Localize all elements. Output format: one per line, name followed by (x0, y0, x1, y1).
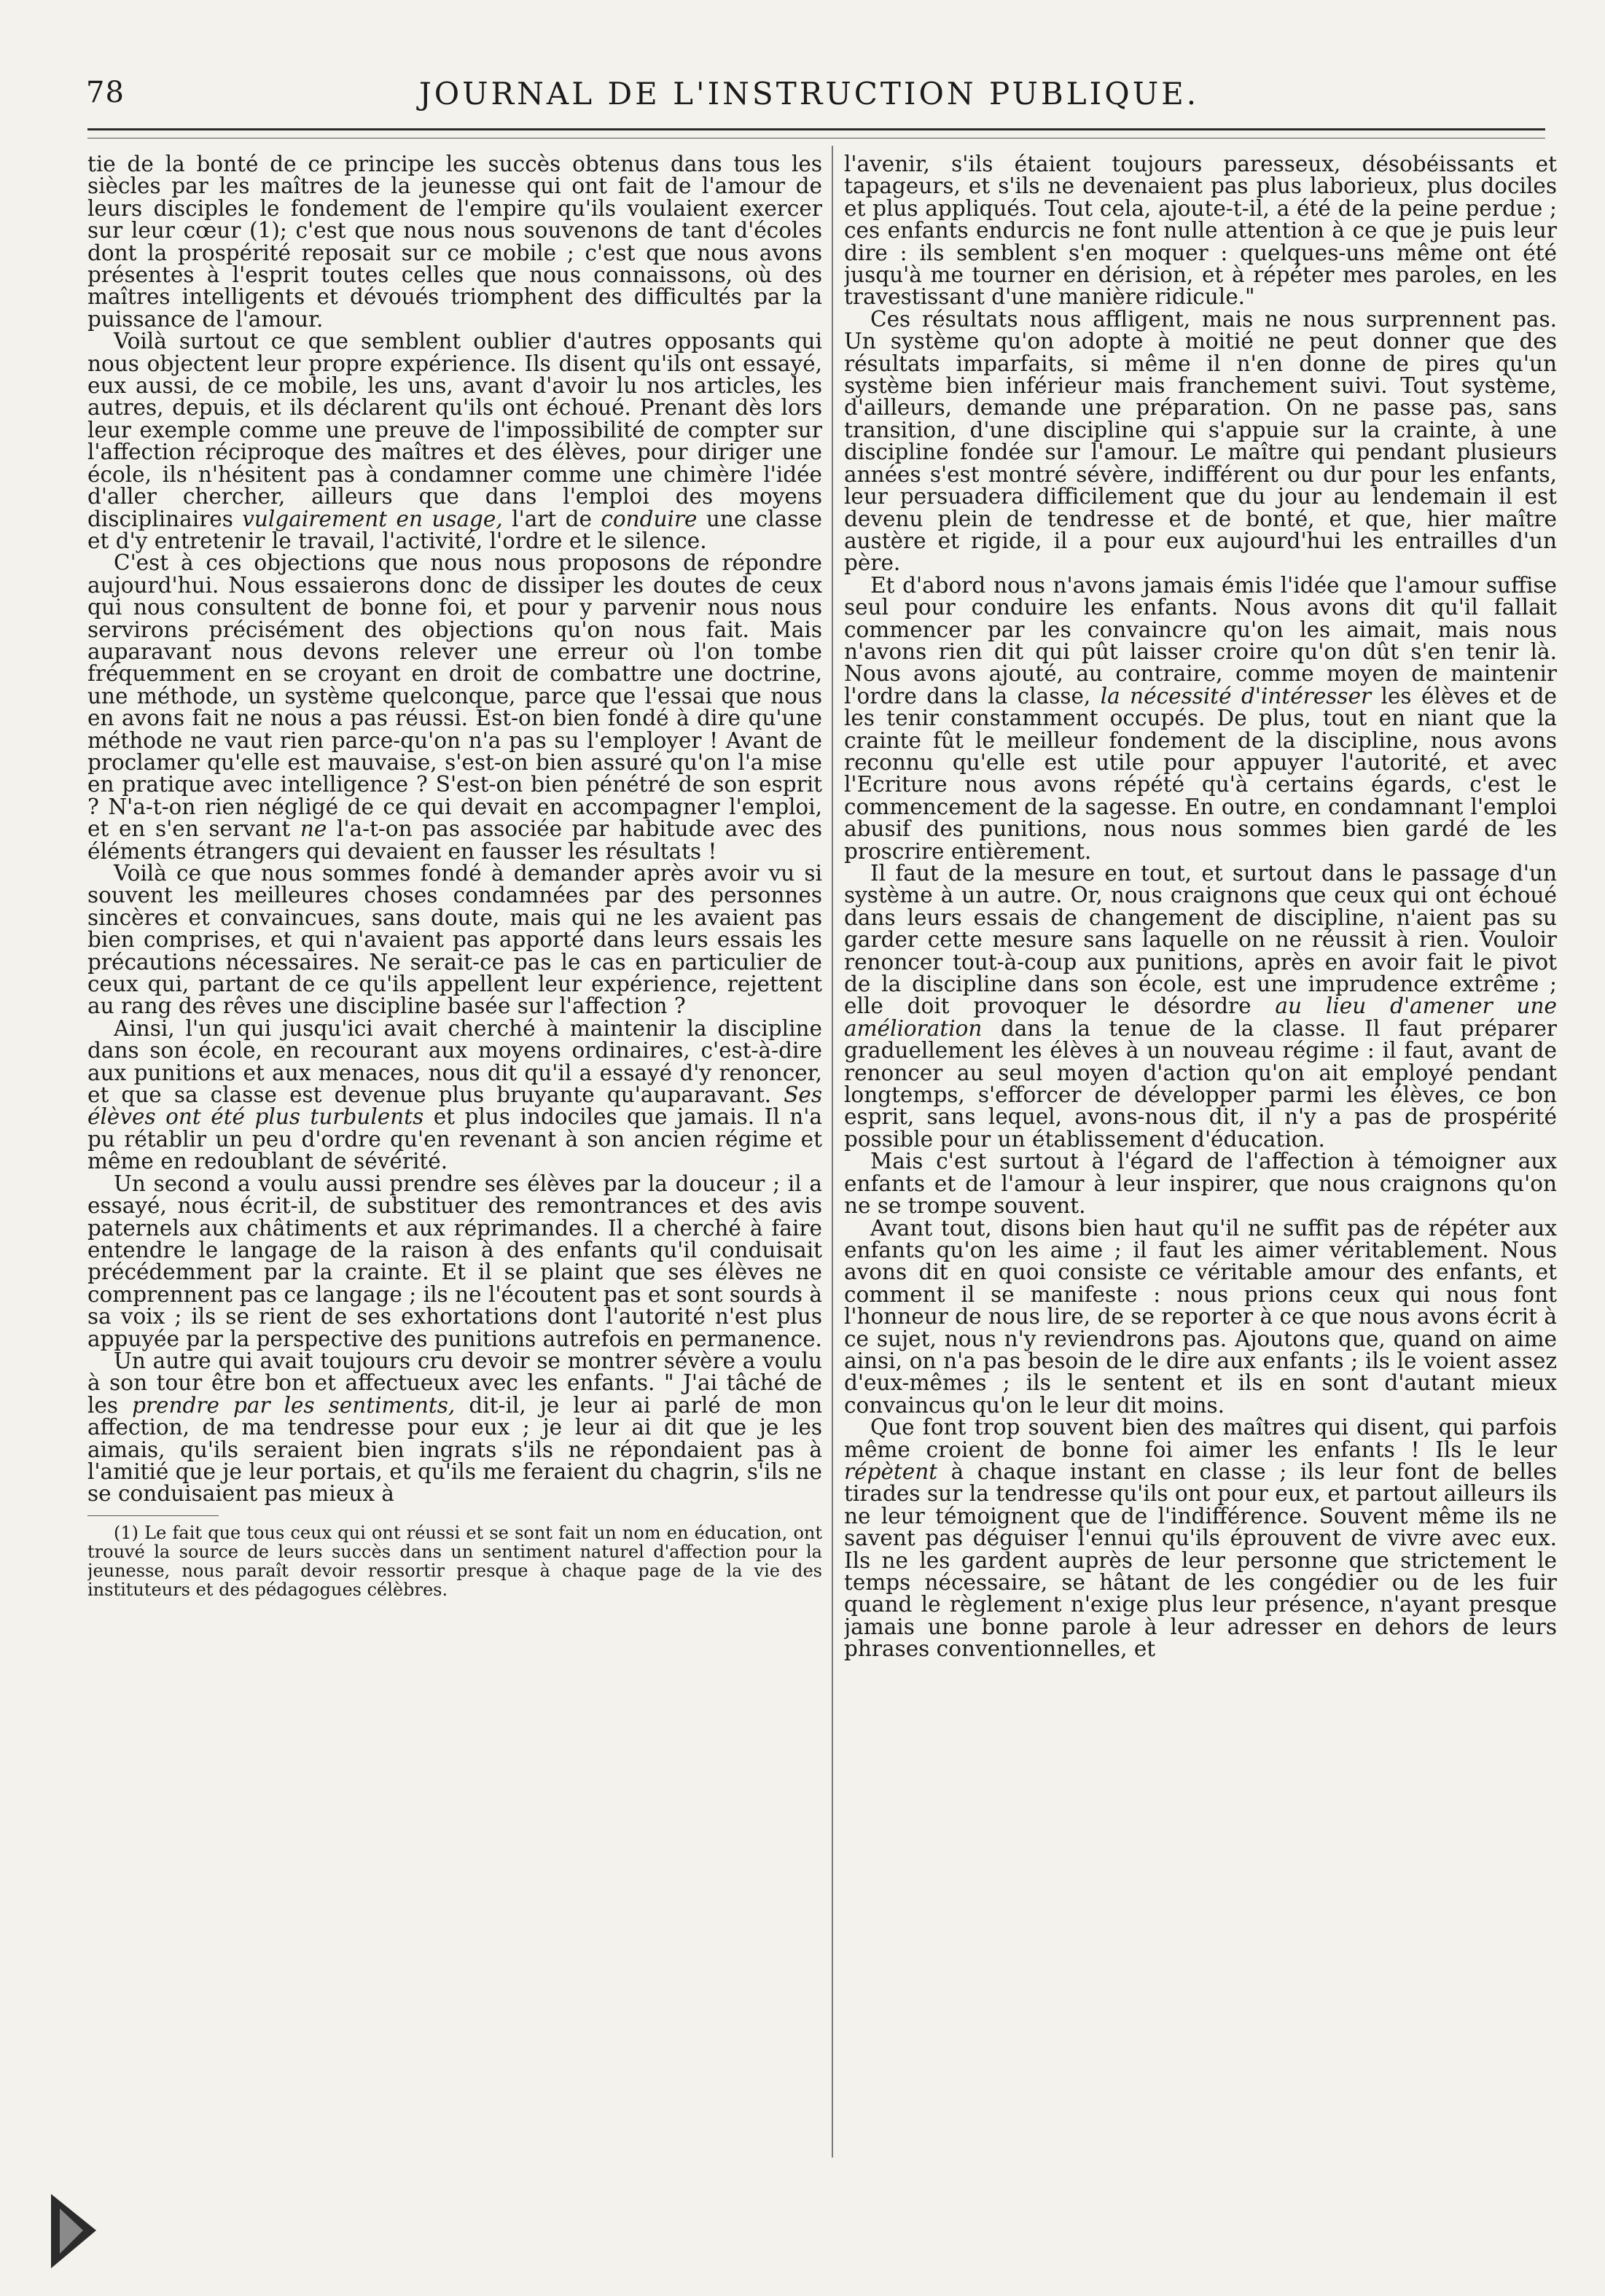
header-rule (87, 128, 1545, 138)
paragraph: Avant tout, disons bien haut qu'il ne suffit pas de répéter aux enfants qu'on les aime ; il faut les aimer véritablement. Nous avons dit en quoi consiste ce véritable amour des enfants, et comment il se manifeste : nous prions ceux qui nous font l'honneur de nous lire, de se reporter à ce que nous avons écrit à ce sujet, nous n'y reviendrons pas. Ajoutons que, quand on aime ainsi, on n'a pas besoin de le dire aux enfants ; ils le voient assez d'eux-mêmes ; ils le sentent et ils en sont d'autant mieux convaincus qu'on le leur dit moins. (844, 1215, 1557, 1418)
text-run: Un autre qui avait toujours cru devoir se montrer sévère a voulu à son tour être bon et affectueux avec les enfants. " J'ai tâché de les (87, 1348, 822, 1418)
footnote-rule (87, 1515, 219, 1516)
paragraph: l'avenir, s'ils étaient toujours paresseux, désobéissants et tapageurs, et s'ils ne devenaient pas plus laborieux, plus dociles et plus appliqués. Tout cela, ajoute-t-il, a été de la peine perdue ; ces enfants endurcis ne font nulle attention à ce que je puis leur dire : ils semblent s'en moquer : quelques-uns même ont été jusqu'à me tourner en dérision, et à répéter mes paroles, en les travestissant d'une manière ridicule." (844, 153, 1557, 310)
journal-title: JOURNAL DE L'INSTRUCTION PUBLIQUE. (418, 76, 1200, 112)
paragraph: Voilà ce que nous sommes fondé à demander après avoir vu si souvent les meilleures choses condamnées par des personnes sincères et convaincues, sans doute, mais qui ne les avaient pas bien comprises, et qui n'avaient pas apporté dans leurs essais les précautions nécessaires. Ne serait-ce pas le cas en particulier de ceux qui, partant de ce qu'ils appellent leur expérience, rejettent au rang des rêves une discipline basée sur l'affection ? (87, 861, 822, 1019)
left-column (87, 153, 822, 2136)
italic-text: prendre par les sentiments, (132, 1392, 456, 1418)
text-run: C'est à ces objections que nous nous proposons de répondre aujourd'hui. Nous essaierons donc de dissiper les doutes de ceux qui nous consultent de bonne foi, et pour y parvenir nous nous servirons précisément des objections qu'on nous fait. Mais auparavant nous devons relever une erreur où l'on tombe fréquemment en se croyant en droit de combattre une doctrine, une méthode, un système quelconque, parce que l'essai que nous en avons fait ne nous a pas réussi. Est-on bien fondé à dire qu'une méthode ne vaut rien parce-qu'on n'a pas su l'employer ! Avant de proclamer qu'elle est mauvaise, s'est-on bien assuré qu'on l'a mise en pratique avec intelligence ? S'est-on bien pénétré de son esprit ? N'a-t-on rien négligé de ce qui devait en accompagner l'emploi, et en s'en servant (87, 550, 822, 842)
italic-text: conduire (601, 506, 698, 531)
text-run: une classe et d'y entretenir le travail, l'activité, l'ordre et le silence. (87, 506, 822, 553)
page-header (80, 73, 1538, 117)
text-run: Voilà surtout ce que semblent oublier d'autres opposants qui nous objectent leur propre expérience. Ils disent qu'ils ont essayé, eux aussi, de ce mobile, les uns, avant d'avoir lu nos articles, les autres, depuis, et ils déclarent qu'ils ont échoué. Prenant dès lors leur exemple comme une preuve de l'impossibilité de compter sur l'affection réciproque des maîtres et des élèves, pour diriger une école, ils n'hésitent pas à condamner comme une chimère l'idée d'aller chercher, ailleurs que dans l'emploi des moyens disciplinaires (87, 329, 822, 531)
text-run: et plus indociles que jamais. Il n'a pu rétablir un peu d'ordre qu'en revenant à son ancien régime et même en redoublant de sévérité. (87, 1104, 822, 1174)
text-run: l'a-t-on pas associée par habitude avec des éléments étrangers qui devaient en fausser les résultats ! (87, 816, 822, 864)
paragraph: Ces résultats nous affligent, mais ne nous surprennent pas. Un système qu'on adopte à moitié ne peut donner que des résultats imparfaits, si même il n'en donne de pires qu'un système bien inférieur mais franchement suivi. Tout système, d'ailleurs, demande une préparation. On ne passe pas, sans transition, d'une discipline qui s'appuie sur la crainte, à une discipline fondée sur l'amour. Le maître qui pendant plusieurs années s'est montré sévère, indifférent ou dur pour les enfants, leur persuadera difficilement que du jour au lendemain il est devenu plein de tendresse et de bonté, et que, hier maître austère et rigide, il a pour eux aujourd'hui les entrailles d'un père. (844, 306, 1557, 576)
page-number: 78 (86, 76, 125, 109)
italic-text: répètent (844, 1459, 938, 1484)
paragraph (844, 862, 1557, 1150)
paragraph (87, 1350, 822, 1505)
text-run: Ainsi, l'un qui jusqu'ici avait cherché à maintenir la discipline dans son école, en recourant aux moyens ordinaires, c'est-à-dire aux punitions et aux menaces, nous dit qu'il a essayé d'y renoncer, et que sa classe est devenue plus bruyante qu'auparavant. (87, 1015, 822, 1108)
page-corner-scan-mark (45, 2187, 115, 2274)
text-run: à chaque instant en classe ; ils leur font de belles tirades sur la tendresse qu'ils ont pour eux, et partout ailleurs ils ne leur témoignent que de l'indifférence. Souvent même ils ne savent pas déguiser l'ennui qu'ils éprouvent de vivre avec eux. Ils ne les gardent auprès de leur personne que strictement le temps nécessaire, se hâtant de les congédier ou de les fuir quand le règlement n'exige plus leur présence, n'ayant presque jamais une bonne parole à leur adresser en dehors de leurs phrases conventionnelles, et (844, 1459, 1557, 1662)
right-column (844, 153, 1557, 2136)
italic-text: Ses élèves ont été plus turbulents (87, 1082, 822, 1130)
text-run: Et d'abord nous n'avons jamais émis l'idée que l'amour suffise seul pour conduire les enfants. Nous avons dit qu'il fallait commencer par les convaincre qu'on les aimait, mais nous n'avons rien dit qui pût laisser croire qu'on dût s'en tenir là. Nous avons ajouté, au contraire, comme moyen de maintenir l'ordre dans la classe, (844, 572, 1557, 708)
column-divider (832, 146, 833, 2158)
text-run: dit-il, je leur ai parlé de mon affection, de ma tendresse pour eux ; je leur ai dit que je les aimais, qu'ils seraient bien ingrats s'ils ne répondaient pas à l'amitié que je leur portais, et qu'ils me feraient du chagrin, s'ils ne se conduisaient pas mieux à (87, 1392, 822, 1507)
paragraph: tie de la bonté de ce principe les succès obtenus dans tous les siècles par les maîtres de la jeunesse qui ont fait de l'amour de leurs disciples le fondement de l'empire qu'ils voulaient exercer sur leur cœur (1); c'est que nous nous souvenons de tant d'écoles dont la prospérité reposait sur ce mobile ; c'est que nous avons présentes à l'esprit toutes celles que nous connaissons, où des maîtres intelligents et dévoués triomphent des difficultés par la puissance de l'amour. (87, 153, 822, 332)
italic-text: ne (300, 816, 327, 842)
italic-text: vulgairement en usage, (242, 506, 503, 531)
paragraph (844, 1416, 1557, 1660)
paragraph: Mais c'est surtout à l'égard de l'affection à témoigner aux enfants et de l'amour à leur inspirer, que nous craignons qu'on ne se trompe souvent. (844, 1149, 1557, 1219)
text-run: les élèves et de les tenir constamment occupés. De plus, tout en niant que la crainte fût le meilleur fondement de la discipline, nous avons reconnu qu'elle est utile pour appuyer l'autorité, et avec l'Ecriture nous avons répété qu'à certains égards, c'est le commencement de la sagesse. En outre, en condamnant l'emploi abusif des punitions, nous nous sommes bien gardé de les proscrire entièrement. (844, 683, 1557, 864)
paragraph (87, 1015, 822, 1174)
paragraph (87, 330, 822, 552)
footnote: (1) Le fait que tous ceux qui ont réussi et se sont fait un nom en éducation, ont trouvé la source de leurs succès dans un sentiment naturel d'affection pour la jeunesse, nous paraît devoir ressortir presque à chaque page de la vie des instituteurs et des pédagogues célèbres. (87, 1522, 822, 1600)
paragraph (844, 574, 1557, 862)
text-run: l'art de (502, 506, 601, 531)
text-run: Que font trop souvent bien des maîtres qui disent, qui parfois même croient de bonne foi aimer les enfants ! Ils le leur (844, 1415, 1557, 1462)
text-run: Il faut de la mesure en tout, et surtout dans le passage d'un système à un autre. Or, nous craignons que ceux qui ont échoué dans leurs essais de changement de discipline, n'aient pas su garder cette mesure sans laquelle on ne réussit à rien. Vouloir renoncer tout-à-coup aux punitions, après en avoir fait le pivot de la discipline dans son école, est une imprudence extrême ; elle doit provoquer le désordre (844, 861, 1557, 1019)
paragraph (87, 552, 822, 862)
italic-text: la nécessité d'intéresser (1100, 683, 1372, 708)
paragraph: Un second a voulu aussi prendre ses élèves par la douceur ; il a essayé, nous écrit-il, de substituer des remontrances et des avis paternels aux châtiments et aux réprimandes. Il a cherché à faire entendre le langage de la raison à des enfants qu'il conduisait précédemment par la crainte. Et il se plaint que ses élèves ne comprennent pas ce langage ; ils ne l'écoutent pas et sont sourds à sa voix ; ils se rient de ses exhortations dont l'autorité n'est plus appuyée par la perspective des punitions autrefois en permanence. (87, 1171, 822, 1351)
text-run: dans la tenue de la classe. Il faut préparer graduellement les élèves à un nouveau régime : il faut, avant de renoncer au seul moyen d'action qu'on ait employé pendant longtemps, s'efforcer de développer parmi les élèves, ce bon esprit, sans lequel, avons-nous dit, il n'y a pas de prospérité possible pour un établissement d'éducation. (844, 1015, 1557, 1152)
italic-text: au lieu d'amener une amélioration (844, 993, 1557, 1041)
